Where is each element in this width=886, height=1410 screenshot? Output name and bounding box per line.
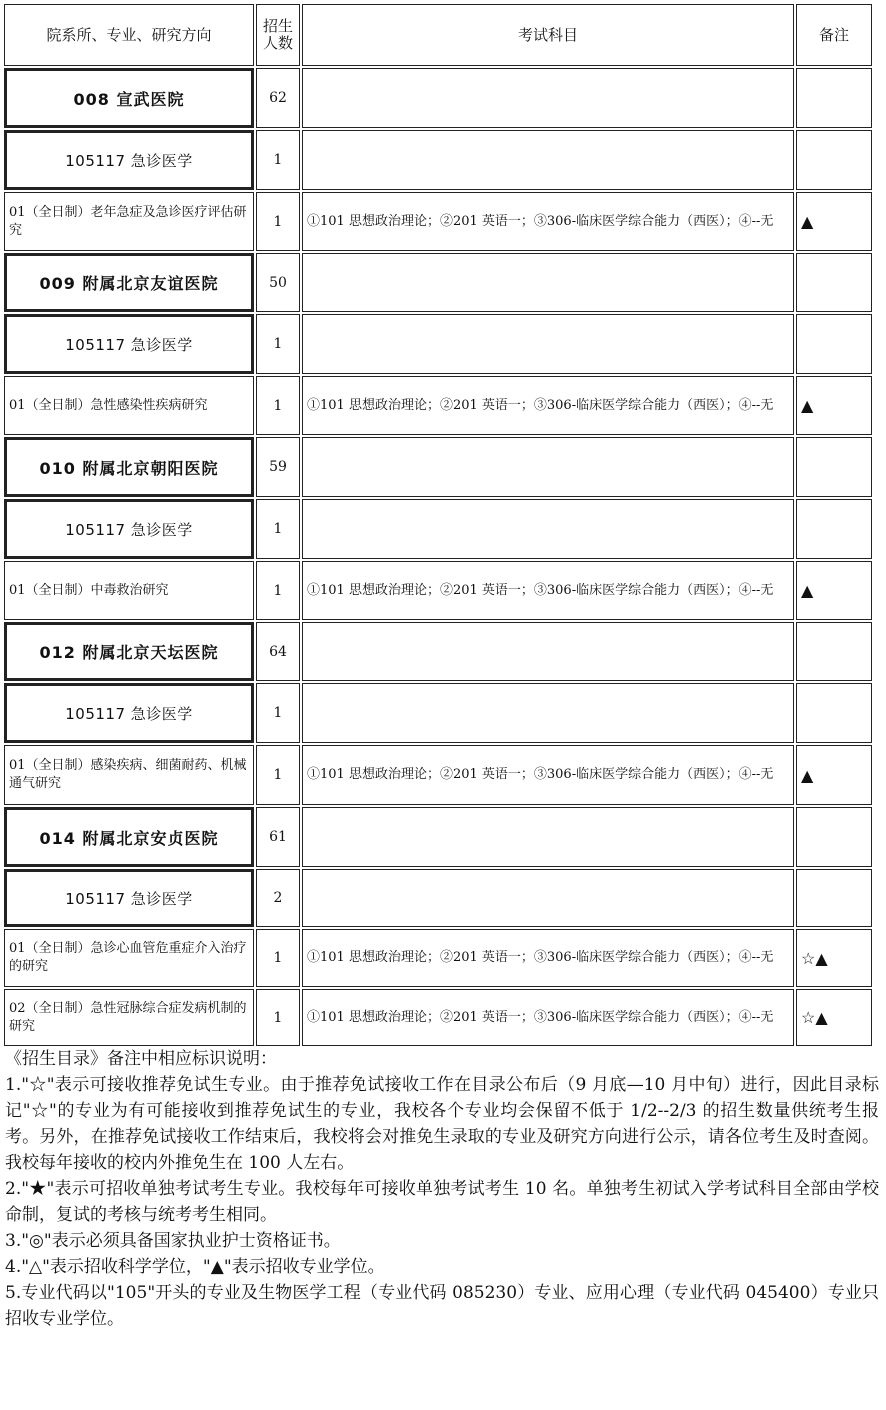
dir-row-enrollment-count (256, 192, 300, 251)
dept-name-text: 008 宣武医院 (73, 89, 185, 109)
dir-row-exam-subjects (302, 745, 794, 805)
major-row-enrollment-count (256, 130, 300, 190)
major-row-department-cell (4, 499, 254, 559)
dir-count-text: 1 (273, 213, 283, 230)
dept-row-enrollment-count (256, 253, 300, 312)
dir-row-exam-subjects (302, 989, 794, 1046)
dir-note-text: ☆▲ (801, 948, 828, 968)
major-row-exam-subjects (302, 314, 794, 374)
major-name-text: 105117 急诊医学 (65, 335, 193, 354)
major-row-exam-subjects (302, 130, 794, 190)
dir-row-remarks-mark (796, 192, 872, 251)
legend-item-3: 3."◎"表示必须具备国家执业护士资格证书。 (5, 1231, 341, 1251)
major-name-text: 105117 急诊医学 (65, 889, 193, 908)
dir-exam-text: ①101 思想政治理论；②201 英语一；③306-临床医学综合能力（西医）；④--无 (307, 767, 774, 782)
major-row-remarks-mark (796, 683, 872, 743)
dir-row-remarks-mark (796, 561, 872, 620)
dept-row-department-cell (4, 807, 254, 867)
remarks-legend (5, 1046, 879, 1332)
dir-row-enrollment-count (256, 745, 300, 805)
dir-exam-text: ①101 思想政治理论；②201 英语一；③306-临床医学综合能力（西医）；④--无 (307, 397, 774, 413)
header-enrollment-count: 招生 人数 (256, 4, 300, 66)
dir-row-remarks-mark (796, 745, 872, 805)
dir-note-text: ▲ (801, 765, 814, 785)
dir-row-exam-subjects (302, 192, 794, 251)
dir-count-text: 1 (273, 582, 283, 599)
dir-row-remarks-mark (796, 929, 872, 987)
dept-row-department-cell (4, 68, 254, 128)
dir-name-text: 01（全日制）急诊心血管危重症介入治疗的研究 (9, 941, 247, 974)
dept-row-remarks-mark (796, 68, 872, 128)
dir-name-text: 01（全日制）中毒救治研究 (9, 582, 169, 598)
header-department: 院系所、专业、研究方向 (4, 4, 254, 66)
major-row-enrollment-count (256, 869, 300, 927)
dir-note-text: ▲ (801, 212, 814, 231)
major-count-text: 1 (273, 152, 283, 168)
legend-item-5: 5.专业代码以"105"开头的专业及生物医学工程（专业代码 085230）专业、应用心理（专业代码 045400）专业只招收专业学位。 (5, 1283, 879, 1329)
dir-name-text: 01（全日制）急性感染性疾病研究 (9, 397, 208, 413)
dept-row-enrollment-count (256, 622, 300, 681)
dir-row-enrollment-count (256, 376, 300, 435)
dept-count-text: 62 (269, 90, 287, 106)
major-row-enrollment-count (256, 499, 300, 559)
major-count-text: 1 (273, 336, 283, 352)
legend-item-4: 4."△"表示招收科学学位，"▲"表示招收专业学位。 (5, 1257, 385, 1277)
major-name-text: 105117 急诊医学 (65, 520, 193, 539)
major-row-remarks-mark (796, 130, 872, 190)
dir-row-department-cell (4, 989, 254, 1046)
dir-exam-text: ①101 思想政治理论；②201 英语一；③306-临床医学综合能力（西医）；④--无 (307, 1009, 774, 1025)
dept-name-text: 009 附属北京友谊医院 (39, 274, 219, 293)
dir-note-text: ▲ (801, 581, 814, 600)
major-count-text: 2 (273, 890, 283, 906)
dir-row-department-cell (4, 561, 254, 620)
dept-count-text: 61 (269, 829, 287, 845)
dept-row-enrollment-count (256, 68, 300, 128)
major-row-exam-subjects (302, 683, 794, 743)
dept-row-remarks-mark (796, 622, 872, 681)
dept-row-exam-subjects (302, 253, 794, 312)
dept-row-remarks-mark (796, 437, 872, 497)
dir-row-exam-subjects (302, 376, 794, 435)
dir-count-text: 1 (273, 1009, 283, 1026)
dir-row-department-cell (4, 192, 254, 251)
dept-name-text: 010 附属北京朝阳医院 (39, 458, 219, 478)
dir-row-enrollment-count (256, 561, 300, 620)
dir-note-text: ▲ (801, 396, 814, 415)
dept-count-text: 59 (269, 459, 287, 475)
major-row-remarks-mark (796, 314, 872, 374)
major-row-department-cell (4, 314, 254, 374)
dept-row-department-cell (4, 437, 254, 497)
dept-name-text: 012 附属北京天坛医院 (39, 643, 219, 662)
dept-row-remarks-mark (796, 253, 872, 312)
dir-name-text: 01（全日制）感染疾病、细菌耐药、机械通气研究 (9, 758, 247, 791)
major-row-department-cell (4, 130, 254, 190)
major-name-text: 105117 急诊医学 (65, 704, 193, 723)
dir-exam-text: ①101 思想政治理论；②201 英语一；③306-临床医学综合能力（西医）；④--无 (307, 582, 774, 598)
legend-item-2: 2."★"表示可招收单独考试考生专业。我校每年可接收单独考试考生 10 名。单独考生初试入学考试科目全部由学校命制，复试的考核与统考考生相同。 (5, 1179, 879, 1225)
dept-row-exam-subjects (302, 68, 794, 128)
major-row-exam-subjects (302, 499, 794, 559)
major-row-enrollment-count (256, 683, 300, 743)
dept-row-exam-subjects (302, 622, 794, 681)
dir-row-enrollment-count (256, 929, 300, 987)
major-row-remarks-mark (796, 869, 872, 927)
dir-row-exam-subjects (302, 929, 794, 987)
major-row-remarks-mark (796, 499, 872, 559)
header-exam-subjects: 考试科目 (302, 4, 794, 66)
dir-row-exam-subjects (302, 561, 794, 620)
dir-count-text: 1 (273, 397, 283, 414)
major-row-enrollment-count (256, 314, 300, 374)
dept-row-enrollment-count (256, 437, 300, 497)
dir-row-department-cell (4, 929, 254, 987)
dir-name-text: 02（全日制）急性冠脉综合症发病机制的研究 (9, 1000, 247, 1034)
dir-note-text: ☆▲ (801, 1008, 828, 1027)
dept-row-exam-subjects (302, 807, 794, 867)
dept-row-enrollment-count (256, 807, 300, 867)
major-count-text: 1 (273, 705, 283, 721)
legend-title: 《招生目录》备注中相应标识说明： (5, 1049, 277, 1069)
dir-row-enrollment-count (256, 989, 300, 1046)
dept-name-text: 014 附属北京安贞医院 (39, 828, 219, 848)
legend-item-1: 1."☆"表示可接收推荐免试生专业。由于推荐免试接收工作在目录公布后（9 月底—10 月中旬）进行，因此目录标记"☆"的专业为有可能接收到推荐免试生的专业，我校各个专业均会保留不低于 1/2--2/3 的招生数量供统考生报考。另外，在推荐免试接收工作结束后，我校将会对推免生录取的专业及研究方向进行公示，请各位考生及时查阅。我校每年接收的校内外推免生在 100 人左右。 (5, 1075, 879, 1173)
dir-name-text: 01（全日制）老年急症及急诊医疗评估研究 (9, 204, 247, 238)
dir-row-remarks-mark (796, 989, 872, 1046)
dept-row-department-cell (4, 253, 254, 312)
dept-count-text: 64 (269, 643, 287, 660)
dir-row-department-cell (4, 745, 254, 805)
major-name-text: 105117 急诊医学 (65, 151, 193, 170)
dept-row-exam-subjects (302, 437, 794, 497)
major-row-department-cell (4, 869, 254, 927)
dir-exam-text: ①101 思想政治理论；②201 英语一；③306-临床医学综合能力（西医）；④--无 (307, 213, 774, 229)
admission-catalog-table (4, 4, 872, 1046)
dept-row-remarks-mark (796, 807, 872, 867)
dept-row-department-cell (4, 622, 254, 681)
major-row-department-cell (4, 683, 254, 743)
header-remarks: 备注 (796, 4, 872, 66)
dept-count-text: 50 (269, 274, 287, 291)
major-count-text: 1 (273, 521, 283, 537)
dir-count-text: 1 (273, 767, 283, 783)
dir-count-text: 1 (273, 950, 283, 966)
dir-exam-text: ①101 思想政治理论；②201 英语一；③306-临床医学综合能力（西医）；④--无 (307, 950, 774, 965)
dir-row-remarks-mark (796, 376, 872, 435)
dir-row-department-cell (4, 376, 254, 435)
major-row-exam-subjects (302, 869, 794, 927)
